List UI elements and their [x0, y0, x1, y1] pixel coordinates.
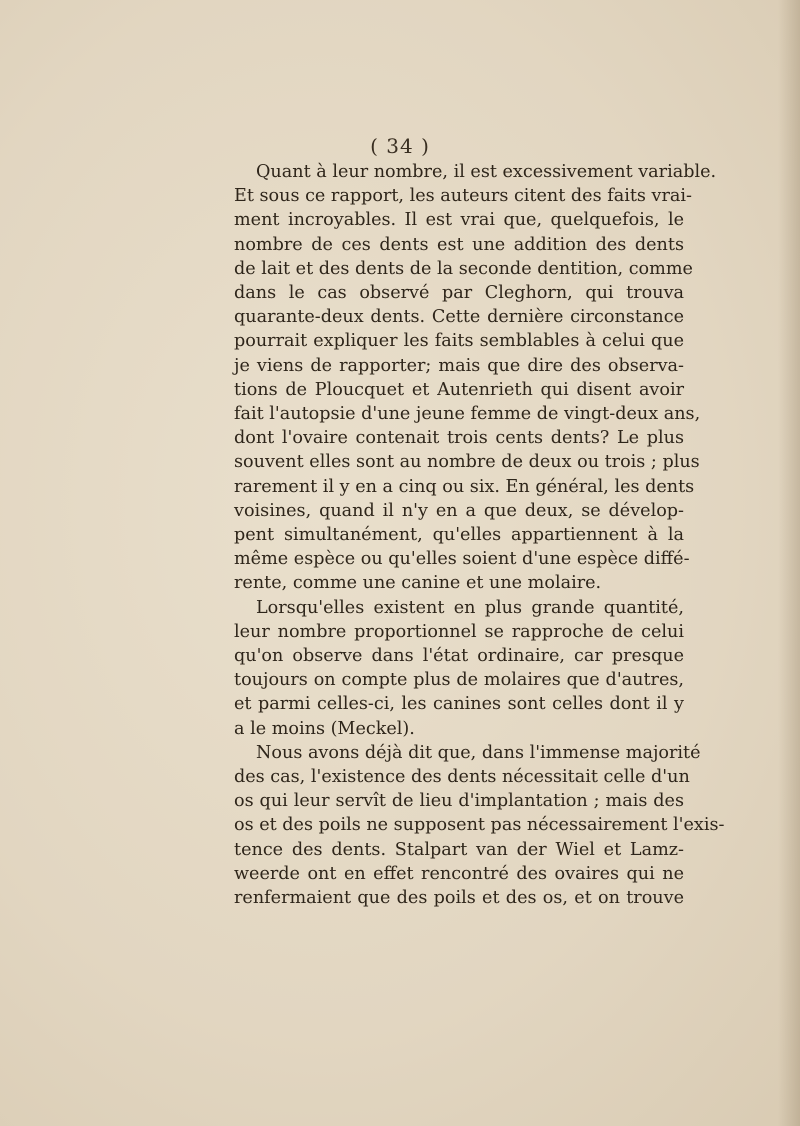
text-line: Lorsqu'elles existent en plus grande quantité,	[256, 597, 684, 618]
text-line: des cas, l'existence des dents nécessitait celle d'un	[234, 767, 690, 788]
text-line: nombre de ces dents est une addition des dents	[234, 234, 684, 255]
text-line: rarement il y en a cinq ou six. En général, les dents	[234, 476, 695, 497]
text-line: de lait et des dents de la seconde dentition, comme	[234, 258, 693, 279]
text-line: pourrait expliquer les faits semblables à celui que	[234, 331, 684, 352]
page-number: ( 34 )	[370, 134, 430, 158]
page-edge-shadow	[778, 0, 800, 1126]
text-line: dans le cas observé par Cleghorn, qui trouva	[234, 283, 684, 304]
text-line: dont l'ovaire contenait trois cents dents? Le plus	[234, 428, 684, 449]
text-line: fait l'autopsie d'une jeune femme de vingt-deux ans,	[234, 404, 701, 425]
text-line: même espèce ou qu'elles soient d'une espèce diffé-	[234, 549, 690, 570]
text-line: rente, comme une canine et une molaire.	[234, 573, 602, 594]
text-line: tence des dents. Stalpart van der Wiel et Lamz-	[234, 839, 684, 860]
text-line: tions de Ploucquet et Autenrieth qui disent avoir	[234, 379, 684, 400]
text-line: Nous avons déjà dit que, dans l'immense majorité	[256, 742, 701, 763]
text-line: Quant à leur nombre, il est excessivement variable.	[256, 162, 717, 182]
text-line: qu'on observe dans l'état ordinaire, car presque	[234, 646, 684, 667]
text-line: leur nombre proportionnel se rapproche de celui	[234, 621, 684, 642]
text-line: toujours on compte plus de molaires que d'autres,	[234, 670, 684, 691]
text-line: pent simultanément, qu'elles appartiennent à la	[234, 525, 684, 546]
text-line: os qui leur servît de lieu d'implantation ; mais des	[234, 791, 684, 812]
text-line: voisines, quand il n'y en a que deux, se dévelop-	[234, 500, 684, 521]
text-line: Et sous ce rapport, les auteurs citent des faits vrai-	[234, 186, 692, 207]
text-line: ment incroyables. Il est vrai que, quelquefois, le	[234, 210, 684, 231]
text-line: souvent elles sont au nombre de deux ou trois ; plus	[234, 452, 700, 473]
text-line: et parmi celles-ci, les canines sont celles dont il y	[234, 694, 684, 715]
text-line: a le moins (Meckel).	[234, 718, 415, 739]
text-line: je viens de rapporter; mais que dire des observa-	[234, 355, 684, 376]
text-line: weerde ont en effet rencontré des ovaires qui ne	[234, 863, 684, 884]
text-line: quarante-deux dents. Cette dernière circonstance	[234, 307, 684, 328]
text-line: renfermaient que des poils et des os, et on trouve	[234, 888, 684, 909]
body-text	[234, 160, 725, 910]
text-line: os et des poils ne supposent pas nécessairement l'exis-	[234, 815, 725, 836]
